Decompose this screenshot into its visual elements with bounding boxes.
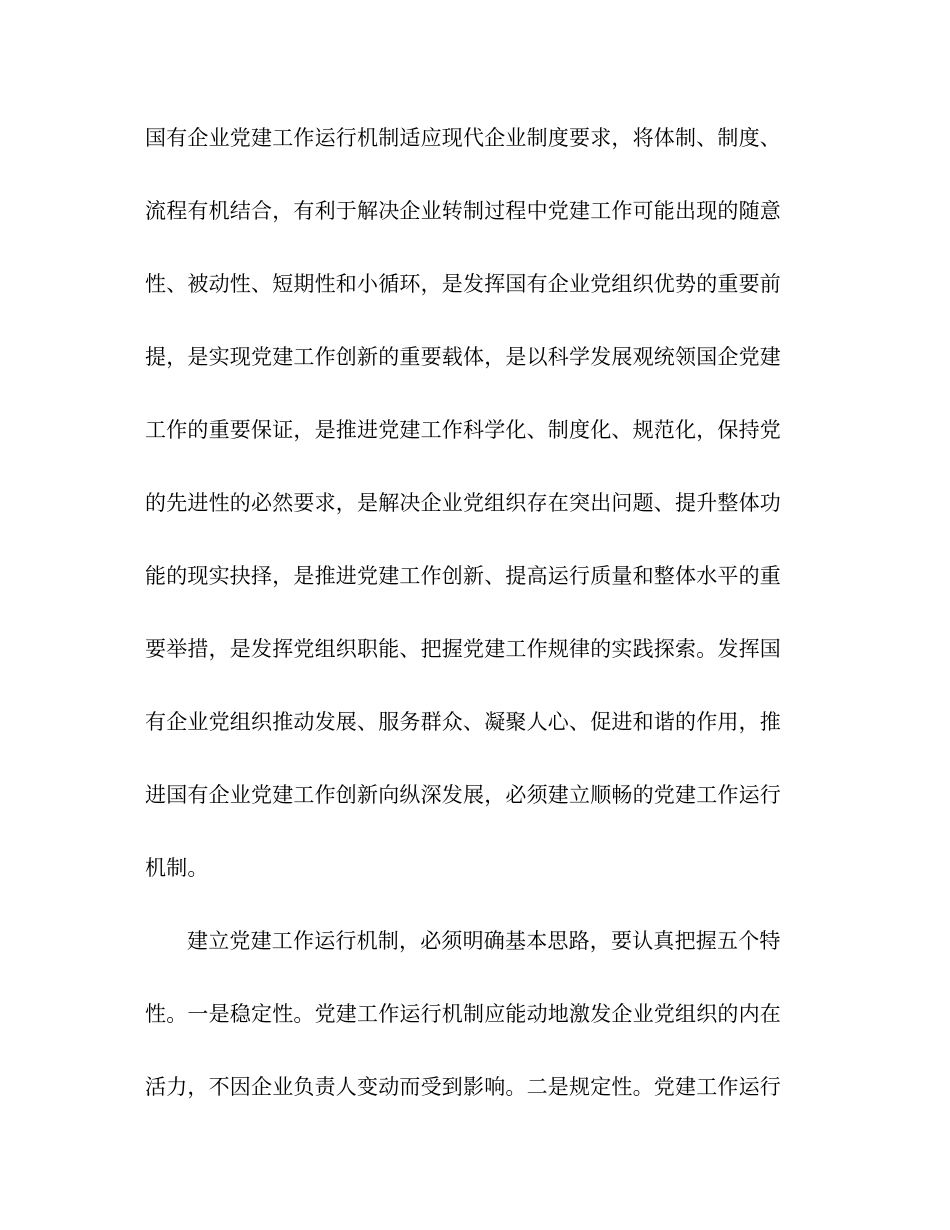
paragraph-line: 国有企业党建工作运行机制适应现代企业制度要求，将体制、制度、 bbox=[145, 126, 781, 150]
paragraph-line: 工作的重要保证，是推进党建工作科学化、制度化、规范化，保持党 bbox=[145, 418, 781, 442]
paragraph-line: 活力，不因企业负责人变动而受到影响。二是规定性。党建工作运行 bbox=[145, 1075, 781, 1099]
paragraph-line: 建立党建工作运行机制，必须明确基本思路，要认真把握五个特 bbox=[187, 929, 781, 953]
paragraph-line: 流程有机结合，有利于解决企业转制过程中党建工作可能出现的随意 bbox=[145, 199, 781, 223]
paragraph-line: 性。一是稳定性。党建工作运行机制应能动地激发企业党组织的内在 bbox=[145, 1002, 781, 1026]
paragraph-2 bbox=[145, 921, 800, 1140]
paragraph-1 bbox=[145, 118, 800, 921]
paragraph-line: 机制。 bbox=[145, 856, 209, 880]
paragraph-line: 要举措，是发挥党组织职能、把握党建工作规律的实践探索。发挥国 bbox=[145, 637, 781, 661]
paragraph-line: 的先进性的必然要求，是解决企业党组织存在突出问题、提升整体功 bbox=[145, 491, 781, 515]
paragraph-line: 有企业党组织推动发展、服务群众、凝聚人心、促进和谐的作用，推 bbox=[145, 710, 781, 734]
document-body bbox=[145, 118, 800, 1140]
paragraph-line: 进国有企业党建工作创新向纵深发展，必须建立顺畅的党建工作运行 bbox=[145, 783, 781, 807]
paragraph-line: 性、被动性、短期性和小循环，是发挥国有企业党组织优势的重要前 bbox=[145, 272, 781, 296]
paragraph-line: 提，是实现党建工作创新的重要载体，是以科学发展观统领国企党建 bbox=[145, 345, 781, 369]
paragraph-line: 能的现实抉择，是推进党建工作创新、提高运行质量和整体水平的重 bbox=[145, 564, 781, 588]
